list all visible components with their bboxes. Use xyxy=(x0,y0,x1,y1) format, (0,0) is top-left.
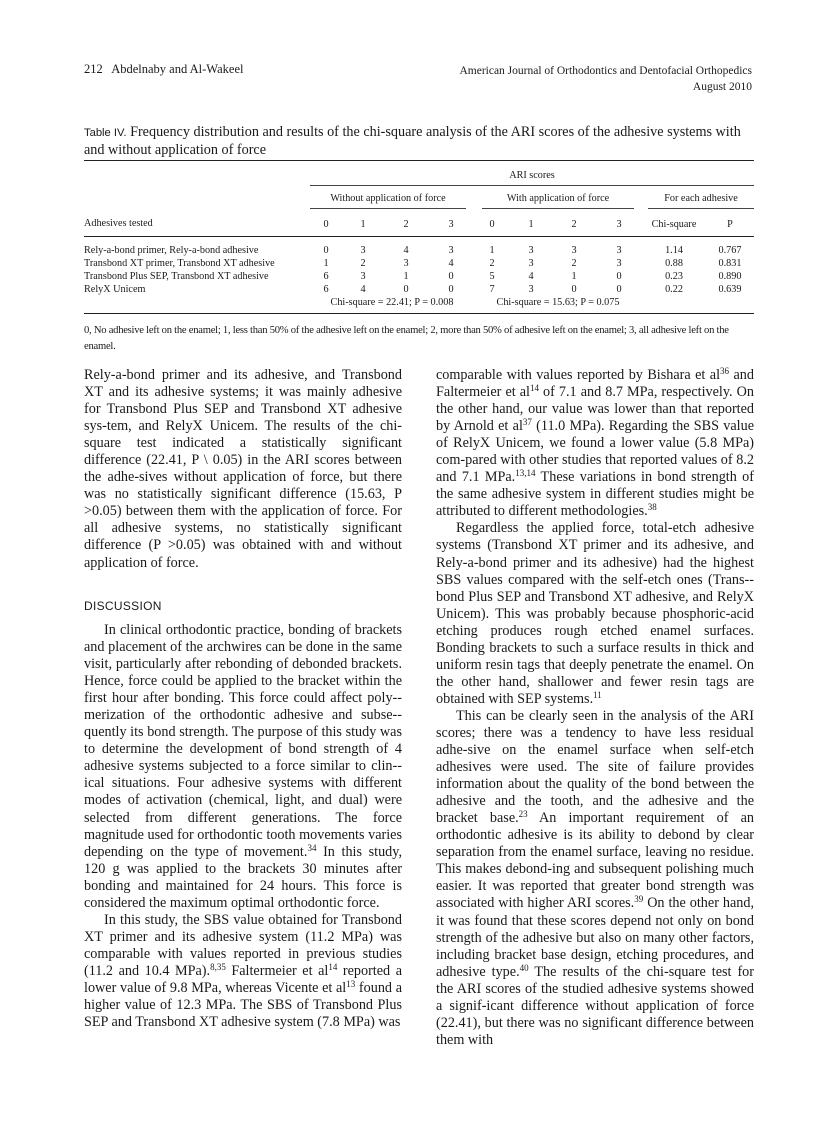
table-cell: 3 xyxy=(528,258,534,269)
table-cell: 6 xyxy=(323,271,329,282)
table-caption-text: Frequency distribution and results of the chi-square analysis of the ARI scores of the adhesive systems with and without application of force xyxy=(84,124,741,158)
score-header: 2 xyxy=(571,218,577,230)
table-cell: 1 xyxy=(403,271,409,282)
table-cell: 1 xyxy=(571,271,577,282)
table-cell: 4 xyxy=(360,284,366,295)
table-cell: 1.14 xyxy=(665,245,683,256)
discussion-paragraph: In this study, the SBS value obtained for Transbond XT primer and its adhesive system (11.2 MPa) was comparable with values reported in previous studies (11.2 and 10.4 MPa).$^{8,35}$ Faltermeier et $al^{14}$ reported a lower value of 9.8 MPa, whereas Vicente et $al^{13}$ found a higher value of 12.3 MPa. The SBS of Transbond Plus SEP and Transbond XT adhesive system (7.8 MPa) was xyxy=(84,911,402,1031)
table-cell: 0 xyxy=(616,271,622,282)
score-header: 0 xyxy=(489,218,495,230)
running-header-right xyxy=(392,63,752,95)
table-cell: 4 xyxy=(448,258,454,269)
table-cell: 1 xyxy=(323,258,329,269)
table-cell: 6 xyxy=(323,284,329,295)
table-row xyxy=(84,270,754,283)
table-cell: 0.22 xyxy=(665,284,683,295)
table-cell: 0.88 xyxy=(665,258,683,269)
journal-title: American Journal of Orthodontics and Dentofacial Orthopedics xyxy=(459,65,752,77)
table-cell: 4 xyxy=(528,271,534,282)
table-cell: 0.23 xyxy=(665,271,683,282)
table-row xyxy=(84,244,754,257)
citation: 8,35 xyxy=(210,961,226,972)
table-cell: 3 xyxy=(528,245,534,256)
table-cell: 0 xyxy=(448,271,454,282)
table-cell: 0.639 xyxy=(718,284,742,295)
citation: 14 xyxy=(328,961,338,972)
left-column-top xyxy=(84,367,402,572)
table-row xyxy=(84,283,754,296)
body-paragraph: Regardless the applied force, total-etch adhesive systems (Transbond XT primer and its adhesive, and Rely-a-bond primer and its adhesive) had the highest SBS values compared with the self-etch ones (Trans-bond Plus SEP and Transbond XT adhesive, and RelyX Unicem). This was probably because phosphoric-acid etching produces rough etched enamel surfaces. Bonding brackets to such a surface results in thick and uniform resin tags that deeply penetrate the enamel. On the other hand, shallower and fewer resin tags are obtained with SEP systems.$^{11}$ xyxy=(436,520,754,707)
score-header: 3 xyxy=(616,218,622,230)
table-row xyxy=(84,257,754,270)
citation: 36 xyxy=(720,366,730,376)
body-paragraph: comparable with values reported by Bishara et $al^{36}$ and Faltermeier et $al^{14}$ of 7.1 and 8.7 MPa, respectively. On the other hand, our value was lower than that reported by Arnold et $al^{37}$ (11.0 MPa). Regarding the SBS value of RelyX Unicem, we found a lower value (5.8 MPa) com-pared with other studies that reported values of 8.2 and 7.1 MPa.$^{13,14}$ These variations in bond strength of the same adhesive system in different studies might be attributed to different methodologies.$^{38}$ xyxy=(436,366,755,520)
citation: 37 xyxy=(522,417,532,428)
chi-square-header: Chi-square xyxy=(651,218,697,230)
table-cell: 3 xyxy=(360,245,366,256)
table-cell: 2 xyxy=(360,258,366,269)
running-header-left xyxy=(84,62,243,77)
ari-scores-group-header: ARI scores xyxy=(310,169,754,186)
adhesive-name: Transbond XT primer, Transbond XT adhesive xyxy=(84,258,275,269)
table-label: Table IV. xyxy=(84,127,127,139)
table-cell: 0.890 xyxy=(718,271,742,282)
table-cell: 0 xyxy=(571,284,577,295)
adhesive-name: Transbond Plus SEP, Transbond XT adhesive xyxy=(84,271,269,282)
table-cell: 0.831 xyxy=(718,258,742,269)
table-cell: 2 xyxy=(489,258,495,269)
table-cell: 0 xyxy=(323,245,329,256)
table-cell: 4 xyxy=(403,245,409,256)
with-force-header: With application of force xyxy=(482,192,634,209)
table-footnote: 0, No adhesive left on the enamel; 1, less than 50% of the adhesive left on the enamel; 2, more than 50% of adhesive left on the enamel; 3, all adhesive left on the enamel. xyxy=(84,325,729,352)
left-column-discussion xyxy=(84,622,402,1031)
page-number: 212 xyxy=(84,62,103,76)
table-cell: 3 xyxy=(403,258,409,269)
table-cell: 3 xyxy=(571,245,577,256)
citation: 23 xyxy=(518,809,528,820)
body-paragraph: This can be clearly seen in the analysis of the ARI scores; there was a tendency to have less residual adhe-sive on the enamel surface when self-etch adhesives were used. The site of failure provides information about the quality of the bond between the adhesive and the tooth, and the adhesive and the bracket base.$^{23}$ An important requirement of an orthodontic adhesive is its ability to debond by clear separation from the enamel surface, leaving no residue. This makes debond-ing and subsequent polishing much easier. It was reported that greater bond strength was associated with higher ARI scores.$^{39}$ On the other hand, it was found that these scores depend not only on bond strength of the adhesive but also on many other factors, including bracket base design, etching procedures, and adhesive type.$^{40}$ The results of the chi-square test for the ARI scores of the studied adhesive systems showed a signif-icant difference without application of force (22.41), but there was no significant difference between them with xyxy=(436,707,755,1048)
score-header: 3 xyxy=(448,218,454,230)
results-paragraph: Rely-a-bond primer and its adhesive, and Transbond XT and its adhesive systems; it was mainly adhesive for Transbond Plus SEP and Transbond XT adhesive sys-tem, and RelyX Unicem. The results of the chi-square test indicated a statistically significant difference (22.41, P \ 0.05) in the ARI scores between the adhe-sives without application of force, but there was no statistically significant difference (15.63, P >0.05) between them with the application of force. For all adhesive systems, no statistically significant difference (P >0.05) was obtained with and without application of force. xyxy=(84,367,402,571)
table-cell: 2 xyxy=(571,258,577,269)
ari-table xyxy=(84,160,754,314)
row-header: Adhesives tested xyxy=(84,218,153,229)
table-cell: 1 xyxy=(489,245,495,256)
table-cell: 3 xyxy=(448,245,454,256)
table-cell: 0.767 xyxy=(718,245,742,256)
summary-without-force: Chi-square = 22.41; P = 0.008 xyxy=(330,297,454,308)
without-force-header: Without application of force xyxy=(310,192,466,209)
author-names: Abdelnaby and Al-Wakeel xyxy=(111,62,244,76)
table-cell: 3 xyxy=(616,245,622,256)
score-header: 0 xyxy=(323,218,329,230)
citation: 13 xyxy=(346,978,356,989)
summary-with-force: Chi-square = 15.63; P = 0.075 xyxy=(496,297,620,308)
citation: 13,14 xyxy=(515,468,536,479)
adhesive-name: Rely-a-bond primer, Rely-a-bond adhesive xyxy=(84,245,259,256)
citation: 14 xyxy=(529,383,539,394)
each-adhesive-header: For each adhesive xyxy=(648,192,754,209)
table-cell: 7 xyxy=(489,284,495,295)
issue-date: August 2010 xyxy=(692,81,752,93)
table-cell: 5 xyxy=(489,271,495,282)
citation: 11 xyxy=(593,689,602,700)
table-cell: 3 xyxy=(616,258,622,269)
citation: 34 xyxy=(307,842,317,853)
p-value-header: P xyxy=(727,218,733,230)
table-cell: 0 xyxy=(616,284,622,295)
table-cell: 0 xyxy=(448,284,454,295)
citation: 39 xyxy=(634,894,644,905)
citation: 40 xyxy=(519,962,529,973)
table-cell: 3 xyxy=(528,284,534,295)
citation: 38 xyxy=(647,502,657,513)
table-cell: 0 xyxy=(403,284,409,295)
score-header: 2 xyxy=(403,218,409,230)
discussion-paragraph: In clinical orthodontic practice, bonding of brackets and placement of the archwires can be done in the same visit, particularly after rebonding of debonded brackets. Hence, force could be applied to the bracket within the first hour after bonding. This force could affect poly-merization of the orthodontic adhesive and subse-quently its bond strength. The purpose of this study was to determine the development of bond strength of 4 adhesive systems subjected to a force similar to clin-ical situations. Four adhesive systems with different modes of activation (chemical, light, and dual) were selected from different generations. The force magnitude used for orthodontic tooth movements varies depending on the type of movement.$^{34}$ In this study, 120 g was applied to the brackets 30 minutes after bonding and maintained for 24 hours. This force is considered the maximum optimal orthodontic force. xyxy=(84,622,402,911)
score-header: 1 xyxy=(528,218,534,230)
table-cell: 3 xyxy=(360,271,366,282)
score-header: 1 xyxy=(360,218,366,230)
adhesive-name: RelyX Unicem xyxy=(84,284,146,295)
section-heading: DISCUSSION xyxy=(84,599,162,613)
table-caption xyxy=(84,124,754,159)
right-column xyxy=(436,367,754,1049)
